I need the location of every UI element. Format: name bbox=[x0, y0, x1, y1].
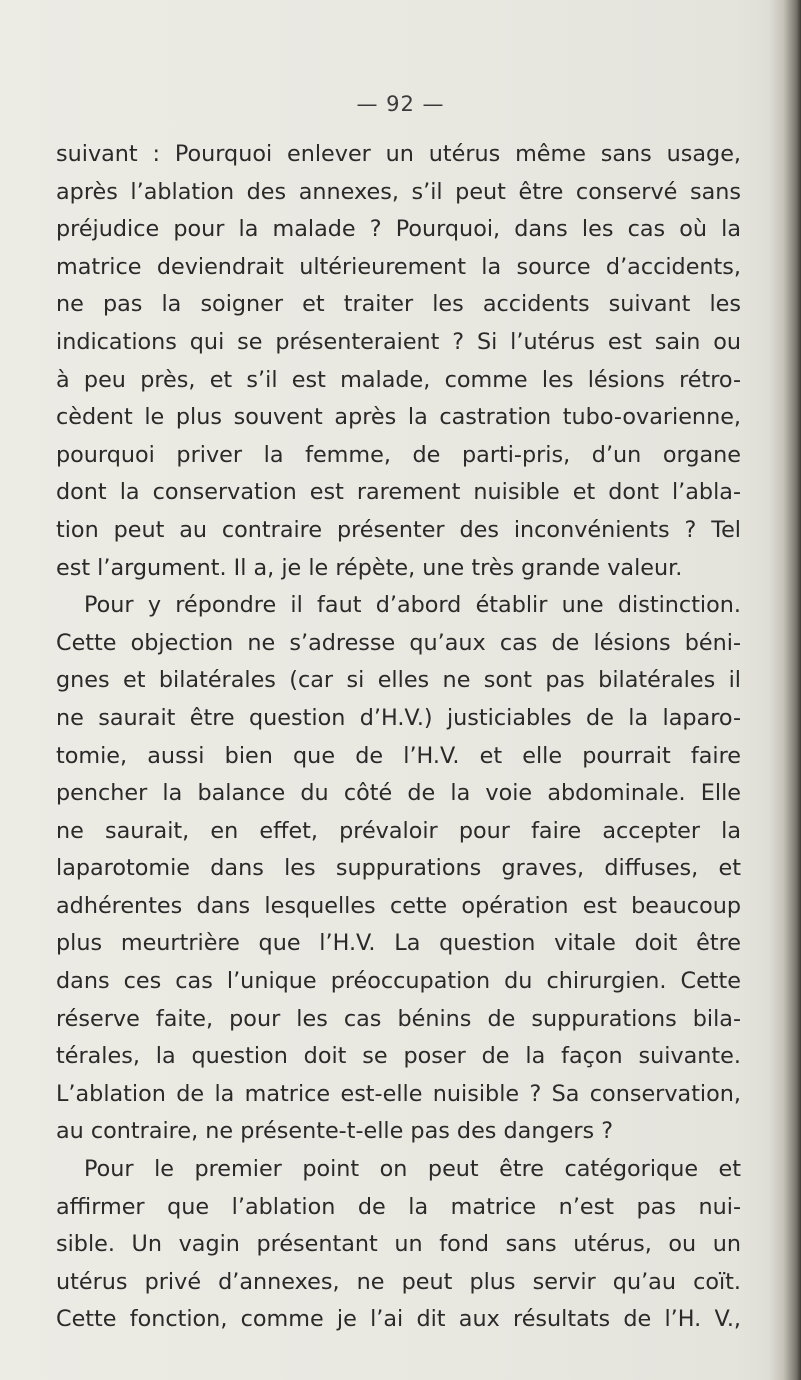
text-line: à peu près, et s’il est malade, comme les lésions rétro- bbox=[56, 366, 741, 393]
text-line: au contraire, ne présente-t-elle pas des dangers ? bbox=[56, 1118, 614, 1145]
text-line: ne pas la soigner et traiter les accidents suivant les bbox=[56, 291, 741, 318]
text-line: ne saurait être question d’H.V.) justiciables de la laparo- bbox=[56, 704, 741, 731]
text-line: indications qui se présenteraient ? Si l’utérus est sain ou bbox=[56, 328, 741, 355]
text-line: Pour y répondre il faut d’abord établir une distinction. bbox=[84, 592, 741, 619]
text-line: est l’argument. Il a, je le répète, une très grande valeur. bbox=[56, 554, 683, 581]
text-line: matrice deviendrait ultérieurement la source d’accidents, bbox=[56, 253, 741, 280]
text-line: dont la conservation est rarement nuisible et dont l’abla- bbox=[56, 479, 741, 506]
text-line: Cette fonction, comme je l’ai dit aux résultats de l’H. V., bbox=[56, 1306, 741, 1333]
text-line: plus meurtrière que l’H.V. La question vitale doit être bbox=[56, 930, 741, 957]
text-line: ne saurait, en effet, prévaloir pour faire accepter la bbox=[56, 817, 741, 844]
text-line: suivant : Pourquoi enlever un utérus même sans usage, bbox=[56, 141, 741, 167]
body-text bbox=[56, 136, 741, 1339]
book-edge-shadow bbox=[769, 0, 801, 1380]
text-line: dans ces cas l’unique préoccupation du chirurgien. Cette bbox=[56, 968, 741, 995]
text-line: après l’ablation des annexes, s’il peut être conservé sans bbox=[56, 178, 741, 205]
text-line: adhérentes dans lesquelles cette opération est beaucoup bbox=[56, 892, 741, 919]
text-line: tion peut au contraire présenter des inconvénients ? Tel bbox=[56, 516, 741, 543]
text-line: L’ablation de la matrice est-elle nuisible ? Sa conservation, bbox=[56, 1080, 741, 1107]
text-line: réserve faite, pour les cas bénins de suppurations bila- bbox=[56, 1005, 741, 1032]
text-line: utérus privé d’annexes, ne peut plus servir qu’au coït. bbox=[56, 1268, 741, 1295]
text-line: sible. Un vagin présentant un fond sans utérus, ou un bbox=[56, 1231, 741, 1258]
text-line: pencher la balance du côté de la voie abdominale. Elle bbox=[56, 780, 741, 807]
text-line: gnes et bilatérales (car si elles ne sont pas bilatérales il bbox=[56, 667, 741, 694]
text-line: Pour le premier point on peut être catégorique et bbox=[84, 1156, 741, 1183]
text-line: préjudice pour la malade ? Pourquoi, dans les cas où la bbox=[56, 216, 741, 243]
text-line: Cette objection ne s’adresse qu’aux cas de lésions béni- bbox=[56, 629, 741, 656]
text-line: térales, la question doit se poser de la façon suivante. bbox=[56, 1043, 741, 1070]
text-line: cèdent le plus souvent après la castration tubo-ovarienne, bbox=[56, 404, 741, 431]
page-number: — 92 — bbox=[356, 92, 445, 116]
text-line: tomie, aussi bien que de l’H.V. et elle pourrait faire bbox=[56, 742, 741, 769]
text-line: affirmer que l’ablation de la matrice n’est pas nui- bbox=[56, 1193, 741, 1220]
text-line: pourquoi priver la femme, de parti-pris, d’un organe bbox=[56, 441, 741, 468]
text-line: laparotomie dans les suppurations graves, diffuses, et bbox=[56, 855, 741, 882]
